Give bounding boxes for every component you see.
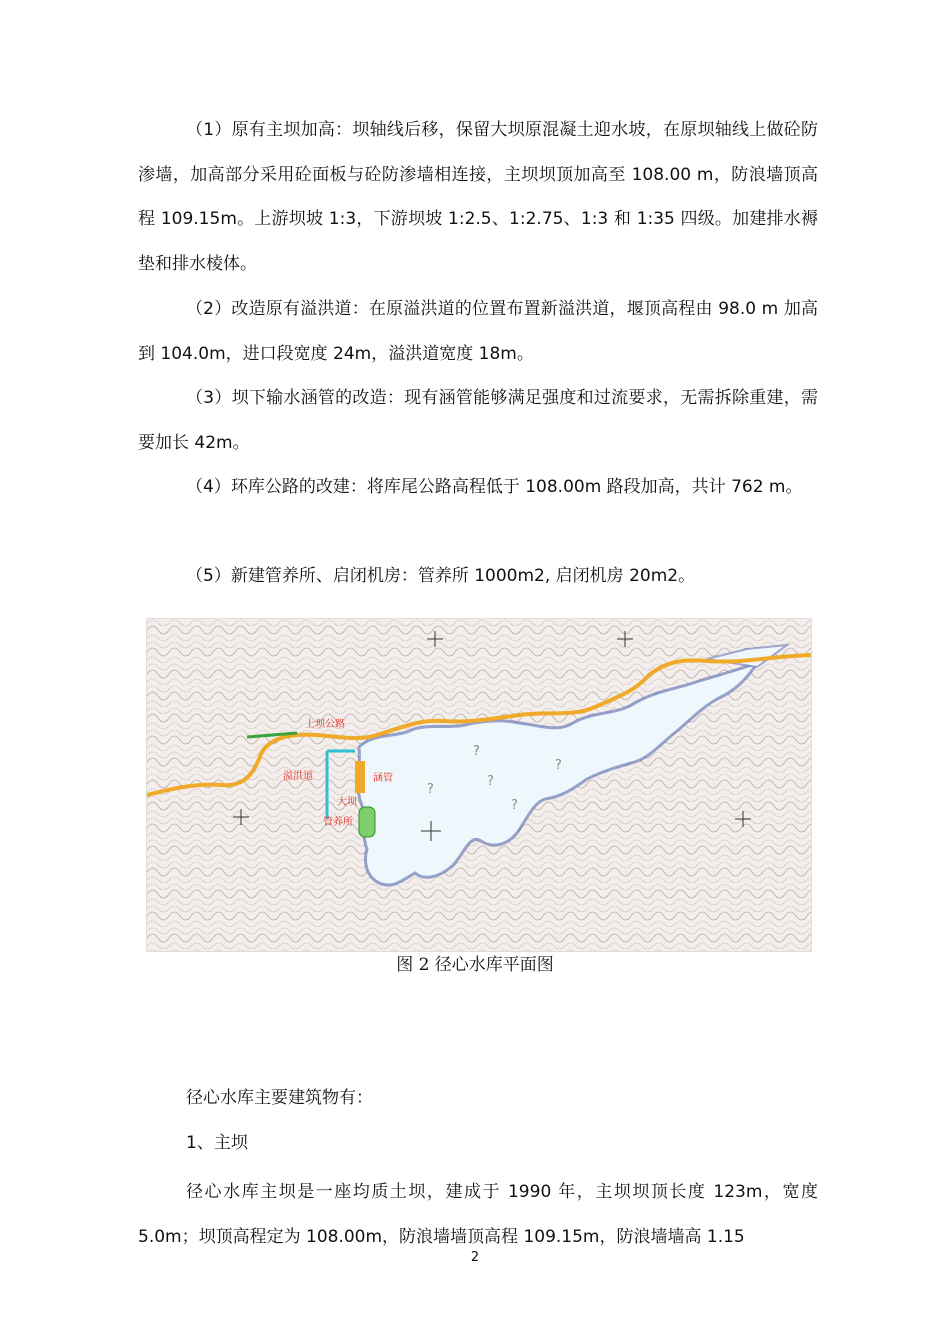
dam-body (359, 807, 375, 837)
question-mark-3: ? (511, 798, 518, 813)
paragraph-dam-raising: （1）原有主坝加高：坝轴线后移，保留大坝原混凝土迎水坡，在原坝轴线上做砼防渗墙，加高部分采用砼面板与砼防渗墙相连接，主坝坝顶加高至 108.00 m，防浪墙顶高程 109.15m。上游坝坡 1:3，下游坝坡 1:2.5、1:2.75、1:3 和 1:35 四级。加建排水褥垫和排水棱体。 (138, 120, 818, 274)
label-station: 管养所 (323, 817, 353, 828)
question-mark-1: ? (427, 782, 434, 797)
label-dam: 大坝 (337, 797, 357, 808)
question-mark-4: ? (555, 758, 562, 773)
label-spillway: 溢洪道 (283, 771, 313, 782)
paragraph-ring-road: （4）环库公路的改建：将库尾公路高程低于 108.00m 路段加高，共计 762 m。 (186, 477, 803, 497)
section-heading: 1、主坝 (186, 1133, 248, 1153)
reservoir-plan-map (146, 618, 812, 952)
page-number: 2 (470, 1250, 480, 1265)
section-body: 径心水库主坝是一座均质土坝，建成于 1990 年，主坝坝顶长度 123m，宽度 5.0m；坝顶高程定为 108.00m，防浪墙墙顶高程 109.15m，防浪墙墙高 1.15 (138, 1182, 818, 1247)
paragraph-culvert: （3）坝下输水涵管的改造：现有涵管能够满足强度和过流要求，无需拆除重建，需要加长 42m。 (138, 388, 818, 453)
paragraph-spillway: （2）改造原有溢洪道：在原溢洪道的位置布置新溢洪道，堰顶高程由 98.0 m 加高到 104.0m，进口段宽度 24m，溢洪道宽度 18m。 (138, 299, 818, 364)
question-mark-5: ? (473, 744, 480, 759)
section-intro: 径心水库主要建筑物有： (186, 1088, 373, 1108)
map-svg (147, 619, 811, 951)
label-road: 上坝公路 (305, 719, 345, 730)
figure-caption: 图 2 径心水库平面图 (396, 955, 554, 975)
paragraph-new-buildings: （5）新建管养所、启闭机房：管养所 1000m2, 启闭机房 20m2。 (186, 566, 696, 586)
label-culvert: 涵管 (373, 773, 393, 784)
question-mark-2: ? (487, 774, 494, 789)
culvert-structure (355, 761, 365, 793)
